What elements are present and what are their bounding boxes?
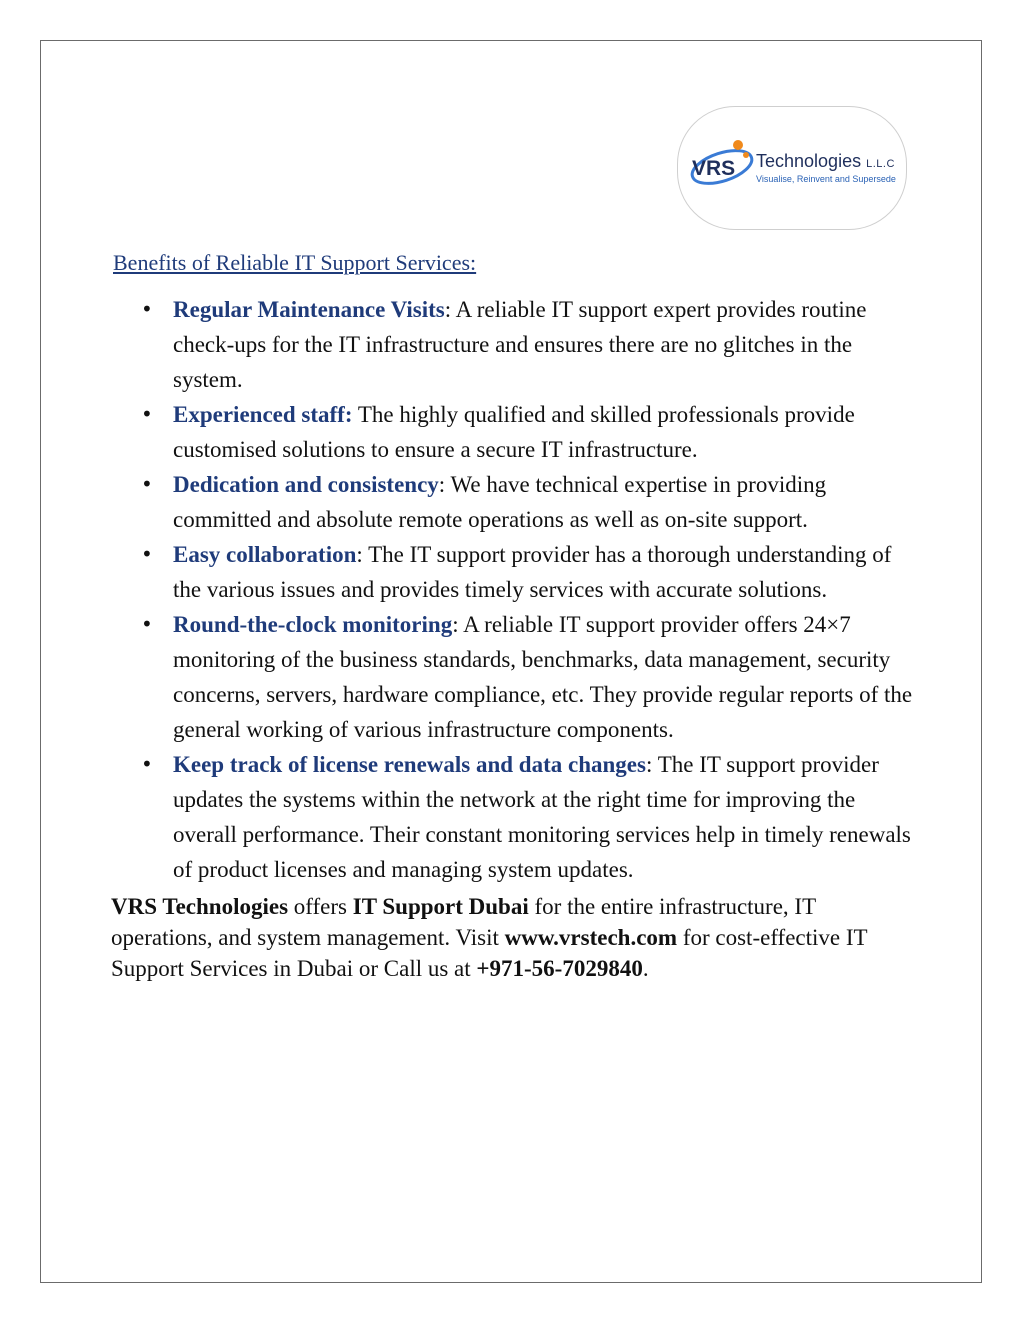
- logo-mark-text: VRS: [692, 157, 736, 180]
- benefit-term: Dedication and consistency: [173, 472, 439, 497]
- logo-tagline: Visualise, Reinvent and Supersede: [756, 174, 896, 184]
- benefit-text: The highly qualified and skilled professionals provide customised solutions to ensure a secure IT infrastructure.: [173, 402, 855, 462]
- list-item: [111, 747, 921, 887]
- list-item: [111, 607, 921, 747]
- benefit-sep: :: [438, 472, 446, 497]
- benefit-sep: :: [444, 297, 452, 322]
- benefit-term: Experienced staff:: [173, 402, 353, 427]
- benefit-text: A reliable IT support expert provides routine check-ups for the IT infrastructure and ensures there are no glitches in the system.: [173, 297, 867, 392]
- phone-number[interactable]: +971-56-7029840: [476, 956, 643, 981]
- benefit-term: Round-the-clock monitoring: [173, 612, 453, 637]
- benefits-list: [111, 292, 921, 887]
- closing-text-1: offers: [288, 894, 353, 919]
- benefit-term: Regular Maintenance Visits: [173, 297, 445, 322]
- list-item: [111, 537, 921, 607]
- benefit-text: We have technical expertise in providing committed and absolute remote operations as well as on-site support.: [173, 472, 827, 532]
- benefit-text: A reliable IT support provider offers 24×7 monitoring of the business standards, benchmarks, data management, security concerns, servers, hardware compliance, etc. They provide regular reports of the general working of various infrastructure components.: [173, 612, 913, 742]
- section-heading: Benefits of Reliable IT Support Services:: [113, 250, 477, 275]
- list-item: [111, 292, 921, 397]
- benefit-term: Easy collaboration: [173, 542, 357, 567]
- benefit-text: The IT support provider updates the systems within the network at the right time for improving the overall performance. Their constant monitoring services help in timely renewals of product licenses and managing system updates.: [173, 752, 911, 882]
- closing-paragraph: [111, 891, 921, 984]
- closing-text-4: .: [642, 956, 649, 981]
- closing-text-2: for the entire infrastructure, IT operations, and system management. Visit: [111, 894, 816, 950]
- benefit-sep: :: [645, 752, 653, 777]
- benefit-sep: :: [452, 612, 459, 637]
- logo-brand-name: Technologies: [756, 151, 862, 171]
- vrs-logo-icon: [686, 129, 758, 201]
- company-logo: [677, 106, 907, 230]
- document-body: [111, 248, 921, 984]
- benefit-sep: :: [356, 542, 363, 567]
- closing-text-3: for cost-effective IT Support Services in Dubai or Call us at: [111, 925, 868, 981]
- benefit-term: Keep track of license renewals and data changes: [173, 752, 646, 777]
- logo-suffix: L.L.C: [866, 158, 895, 170]
- benefit-text: The IT support provider has a thorough understanding of the various issues and provides timely services with accurate solutions.: [173, 542, 892, 602]
- website-link[interactable]: www.vrstech.com: [504, 925, 678, 950]
- list-item: [111, 467, 921, 537]
- company-name: VRS Technologies: [111, 894, 289, 919]
- list-item: [111, 397, 921, 467]
- service-name: IT Support Dubai: [352, 894, 529, 919]
- logo-brand: [756, 151, 896, 172]
